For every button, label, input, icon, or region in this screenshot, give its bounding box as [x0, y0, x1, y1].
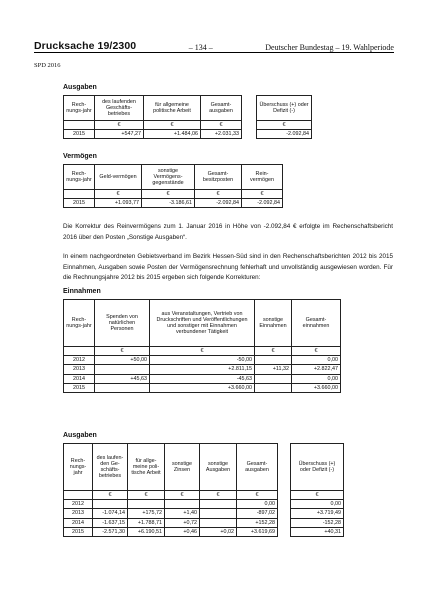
table-row: [64, 383, 341, 392]
value-cell: -50,00: [150, 356, 255, 365]
unit-cell: €: [95, 121, 144, 130]
spacer-cell: [278, 518, 291, 527]
table-row: [64, 509, 344, 518]
header-cell: Geld-vermögen: [95, 165, 142, 190]
section-heading-ausgaben: Ausgaben: [63, 84, 97, 91]
value-cell: +1.093,77: [95, 199, 142, 208]
unit-cell: [64, 347, 95, 356]
year-cell: 2014: [64, 374, 95, 383]
value-cell: 0,00: [237, 500, 278, 509]
table-ausgaben-2012-2015: [63, 443, 344, 537]
spacer-cell: [242, 96, 257, 121]
header-cell: des laufen-den Ge-schäfts-betriebes: [93, 444, 128, 491]
value-cell: [200, 518, 237, 527]
value-cell: [255, 383, 292, 392]
year-cell: 2015: [64, 527, 93, 536]
unit-cell: €: [150, 347, 255, 356]
header-cell: des laufenden Geschäfts-betriebes: [95, 96, 144, 121]
year-cell: 2013: [64, 365, 95, 374]
header-cell: sonstige Ausgaben: [200, 444, 237, 491]
unit-cell: €: [237, 491, 278, 500]
year-cell: 2012: [64, 500, 93, 509]
value-cell: -1.074,14: [93, 509, 128, 518]
value-cell: +2.031,33: [201, 130, 242, 139]
header-cell: Überschuss (+) oder Defizit (-): [257, 96, 312, 121]
value-cell: -2.092,84: [242, 199, 283, 208]
table-row: [64, 518, 344, 527]
header-cell: Gesamt-besitzposten: [195, 165, 242, 190]
value-cell: 0,00: [292, 356, 341, 365]
unit-cell: [64, 121, 95, 130]
value-cell: -2.092,84: [257, 130, 312, 139]
table-row: [64, 365, 341, 374]
year-cell: 2014: [64, 518, 93, 527]
document-number: [34, 40, 136, 52]
value-cell: +2.811,15: [150, 365, 255, 374]
header-cell: für allgemeine politische Arbeit: [144, 96, 201, 121]
page-number: – 134 –: [188, 43, 213, 52]
table-header-row: [64, 96, 312, 121]
value-cell: +11,32: [255, 365, 292, 374]
header-cell: sonstige Vermögens-gegenstände: [142, 165, 195, 190]
parliament-term: Deutscher Bundestag – 19. Wahlperiode: [265, 43, 394, 52]
year-cell: 2015: [64, 199, 95, 208]
table-ausgaben-2015: [63, 95, 312, 139]
value-cell: +3.660,00: [292, 383, 341, 392]
unit-cell: €: [144, 121, 201, 130]
value-cell: +2.822,47: [292, 365, 341, 374]
value-cell: [200, 500, 237, 509]
unit-cell: €: [142, 190, 195, 199]
table-unit-row: [64, 121, 312, 130]
header-cell: Rech-nungs-jahr: [64, 96, 95, 121]
value-cell: +1.484,06: [144, 130, 201, 139]
unit-cell: €: [292, 347, 341, 356]
spacer-cell: [278, 509, 291, 518]
unit-cell: €: [291, 491, 344, 500]
header-cell: Überschuss (+) oder Defizit (-): [291, 444, 344, 491]
document-number-value: 2300: [112, 40, 137, 52]
value-cell: [95, 383, 150, 392]
table-row: [64, 356, 341, 365]
header-cell: Rech-nungs-jahr: [64, 165, 95, 190]
value-cell: -897,02: [237, 509, 278, 518]
value-cell: +152,28: [237, 518, 278, 527]
value-cell: [128, 500, 165, 509]
value-cell: [200, 509, 237, 518]
value-cell: +45,63: [95, 374, 150, 383]
unit-cell: €: [201, 121, 242, 130]
value-cell: [95, 365, 150, 374]
year-cell: 2013: [64, 509, 93, 518]
header-cell: Rein-vermögen: [242, 165, 283, 190]
value-cell: +0,72: [165, 518, 200, 527]
value-cell: +547,27: [95, 130, 144, 139]
header-cell: sonstige Einnahmen: [255, 300, 292, 347]
value-cell: +1.788,71: [128, 518, 165, 527]
unit-cell: €: [93, 491, 128, 500]
value-cell: +40,31: [291, 527, 344, 536]
value-cell: +3.719,49: [291, 509, 344, 518]
table-vermoegen-2015: [63, 164, 283, 208]
table-unit-row: [64, 190, 283, 199]
spacer-cell: [278, 444, 291, 491]
value-cell: -152,28: [291, 518, 344, 527]
table-header-row: [64, 444, 344, 491]
unit-cell: €: [195, 190, 242, 199]
year-cell: 2015: [64, 130, 95, 139]
spacer-cell: [278, 491, 291, 500]
document-number-prefix: Drucksache 19/: [34, 40, 113, 52]
spacer-cell: [242, 121, 257, 130]
header-cell: Gesamt-einnahmen: [292, 300, 341, 347]
unit-cell: €: [200, 491, 237, 500]
unit-cell: [64, 190, 95, 199]
value-cell: [165, 500, 200, 509]
table-row: [64, 199, 283, 208]
unit-cell: €: [128, 491, 165, 500]
value-cell: -1.637,15: [93, 518, 128, 527]
year-cell: 2012: [64, 356, 95, 365]
header-cell: Gesamt-ausgaben: [201, 96, 242, 121]
party-label: SPD 2016: [34, 62, 61, 69]
header-cell: für allge-meine poli-tische Arbeit: [128, 444, 165, 491]
value-cell: -2.571,30: [93, 527, 128, 536]
header-cell: sonstige Zinsen: [165, 444, 200, 491]
year-cell: 2015: [64, 383, 95, 392]
table-row: [64, 527, 344, 536]
page-header: [34, 38, 394, 53]
spacer-cell: [278, 527, 291, 536]
value-cell: 0,00: [292, 374, 341, 383]
section-heading-ausgaben-2: Ausgaben: [63, 432, 97, 439]
value-cell: +175,72: [128, 509, 165, 518]
value-cell: 0,00: [291, 500, 344, 509]
value-cell: +1,40: [165, 509, 200, 518]
value-cell: +0,46: [165, 527, 200, 536]
value-cell: [255, 374, 292, 383]
value-cell: +3.660,00: [150, 383, 255, 392]
section-heading-vermoegen: Vermögen: [63, 153, 97, 160]
value-cell: -3.186,61: [142, 199, 195, 208]
table-einnahmen: [63, 299, 341, 393]
unit-cell: €: [165, 491, 200, 500]
table-unit-row: [64, 491, 344, 500]
value-cell: +50,00: [95, 356, 150, 365]
header-cell: Rech-nungs-jahr: [64, 300, 95, 347]
value-cell: +0,02: [200, 527, 237, 536]
paragraph-korrektur: Die Korrektur des Reinvermögens zum 1. Januar 2016 in Höhe von -2.092,84 € erfolgte im Rechenschaftsbericht 2016 über den Posten „Sonstige Ausgaben“.: [63, 223, 393, 241]
section-heading-einnahmen: Einnahmen: [63, 288, 101, 295]
value-cell: [255, 356, 292, 365]
spacer-cell: [278, 500, 291, 509]
unit-cell: €: [95, 190, 142, 199]
header-cell: Gesamt-ausgaben: [237, 444, 278, 491]
unit-cell: €: [257, 121, 312, 130]
value-cell: -45,63: [150, 374, 255, 383]
header-cell: Rech-nungs-jahr: [64, 444, 93, 491]
unit-cell: €: [95, 347, 150, 356]
unit-cell: €: [242, 190, 283, 199]
value-cell: [93, 500, 128, 509]
table-row: [64, 500, 344, 509]
value-cell: +3.619,69: [237, 527, 278, 536]
table-unit-row: [64, 347, 341, 356]
value-cell: -2.092,84: [195, 199, 242, 208]
paragraph-gebietsverband: In einem nachgeordneten Gebietsverband im Bezirk Hessen-Süd sind in den Rechenschaftsberichten 2012 bis 2015 Einnahmen, Ausgaben sowie Posten der Vermögensrechnung fehlerhaft und unvollständig ausgewiesen worden. Für die Rechnungsjahre 2012 bis 2015 ergeben sich folgende Korrekturen:: [63, 253, 393, 281]
spacer-cell: [242, 130, 257, 139]
value-cell: +6.190,51: [128, 527, 165, 536]
unit-cell: [64, 491, 93, 500]
header-cell: aus Veranstaltungen, Vertrieb von Druckschriften und Veröffentlichungen und sonstiger mit Einnahmen verbundener Tätigkeit: [150, 300, 255, 347]
table-header-row: [64, 300, 341, 347]
table-header-row: [64, 165, 283, 190]
unit-cell: €: [255, 347, 292, 356]
table-row: [64, 374, 341, 383]
table-row: [64, 130, 312, 139]
header-cell: Spenden von natürlichen Personen: [95, 300, 150, 347]
